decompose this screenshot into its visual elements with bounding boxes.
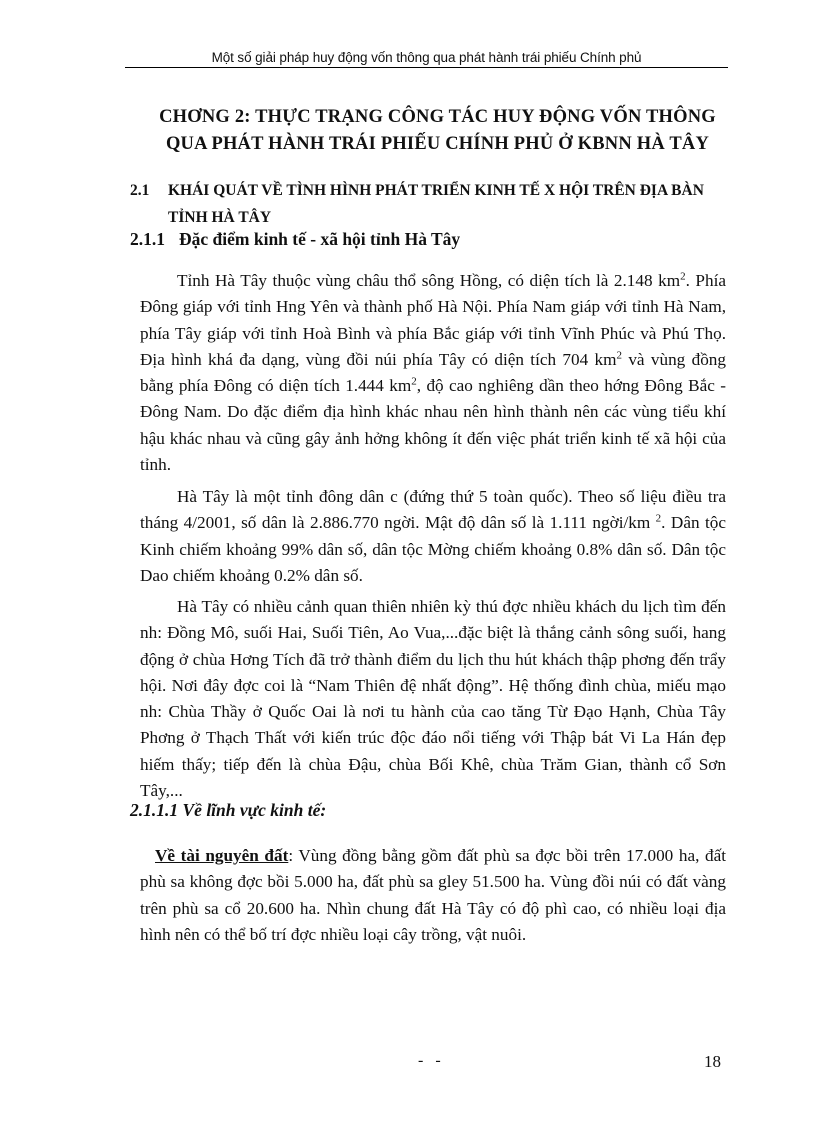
text-run: và vùng đồng bằng phía Đông có diện tích 1.444 km <box>140 349 726 396</box>
footer-dashes: - - <box>418 1052 445 1069</box>
paragraph-geography <box>140 268 726 478</box>
paragraph-land-resources <box>140 843 726 948</box>
section-heading-2-1-1 <box>130 229 460 250</box>
superscript: 2 <box>411 375 417 388</box>
section-heading-2-1-1-1: 2.1.1.1 Về lĩnh vực kinh tế: <box>130 800 327 820</box>
section-title: KHÁI QUÁT VỀ TÌNH HÌNH PHÁT TRIỂN KINH TẾ X HỘI TRÊN ĐỊA BÀN TỈNH HÀ TÂY <box>168 182 704 226</box>
text-run: : Vùng đồng bằng gồm đất phù sa đợc bồi trên 17.000 ha, đất phù sa không đợc bồi 5.000 ha, đất phù sa gley 51.500 ha. Vùng đồi núi có đất vàng trên phù sa cổ 20.600 ha. Nhìn chung đất Hà Tây có độ phì cao, có nhiều loại địa hình nên có thể bố trí đợc nhiều loại cây trồng, vật nuôi. <box>140 846 726 944</box>
text-run: Hà Tây là một tỉnh đông dân c (đứng thứ 5 toàn quốc). Theo số liệu điều tra tháng 4/2001, số dân là 2.886.770 ngời. Mật độ dân số là 1.111 ngời/km <box>140 487 726 533</box>
running-header: Một số giải pháp huy động vốn thông qua phát hành trái phiếu Chính phủ <box>211 50 642 65</box>
superscript: 2 <box>655 512 662 525</box>
paragraph-population <box>140 484 726 589</box>
text-run: , độ cao nghiêng dần theo hớng Đông Bắc - Đông Nam. Do đặc điểm địa hình khác nhau nên hình thành nên các vùng tiểu khí hậu khác nhau và cũng gây ảnh hởng không ít đến việc phát triển kinh tế xã hội của tỉnh. <box>140 376 727 475</box>
text-run: . Phía Đông giáp với tỉnh Hng Yên và thành phố Hà Nội. Phía Nam giáp với tỉnh Hà Nam, phía Tây giáp với tỉnh Hoà Bình và phía Bắc giáp với tỉnh Vĩnh Phúc và Phú Thọ. Địa hình khá đa dạng, vùng đồi núi phía Tây có diện tích 704 km <box>140 271 726 369</box>
section-number: 2.1.1 <box>130 229 165 249</box>
header-rule <box>125 67 728 68</box>
land-resources-lead: Về tài nguyên đất <box>155 846 289 865</box>
section-title: Đặc điểm kinh tế - xã hội tỉnh Hà Tây <box>179 229 461 249</box>
section-number: 2.1 <box>130 182 150 199</box>
superscript: 2 <box>680 270 686 283</box>
page-number: 18 <box>704 1052 721 1071</box>
text-run: . Dân tộc Kinh chiếm khoảng 99% dân số, dân tộc Mờng chiếm khoảng 0.8% dân số. Dân tộc Dao chiếm khoảng 0.2% dân số. <box>140 513 726 585</box>
text-run: Tỉnh Hà Tây thuộc vùng châu thổ sông Hồng, có diện tích là 2.148 km <box>177 271 681 290</box>
chapter-title: CHƠNG 2: THỰC TRẠNG CÔNG TÁC HUY ĐỘNG VỐN THÔNG QUA PHÁT HÀNH TRÁI PHIẾU CHÍNH PHỦ Ở KBNN HÀ TÂY <box>159 107 716 154</box>
paragraph-tourism: Hà Tây có nhiều cảnh quan thiên nhiên kỳ thú đợc nhiều khách du lịch tìm đến nh: Đồng Mô, suối Hai, Suối Tiên, Ao Vua,...đặc biệt là thắng cảnh sông suối, hang động ở chùa Hơng Tích đã trở thành điểm du lịch thu hút khách thập phơng đến trẩy hội. Nơi đây đợc coi là “Nam Thiên đệ nhất động”. Hệ thống đình chùa, miếu mạo nh: Chùa Thầy ở Quốc Oai là nơi tu hành của cao tăng Từ Đạo Hạnh, Chùa Tây Phơng ở Thạch Thất với kiến trúc độc đáo nổi tiếng với Thập bát Vi La Hán đẹp hiếm thấy; tiếp đến là chùa Đậu, chùa Bối Khê, chùa Trăm Gian, thành cổ Sơn Tây,... <box>140 597 726 801</box>
superscript: 2 <box>616 349 622 362</box>
section-heading-2-1 <box>130 177 730 231</box>
